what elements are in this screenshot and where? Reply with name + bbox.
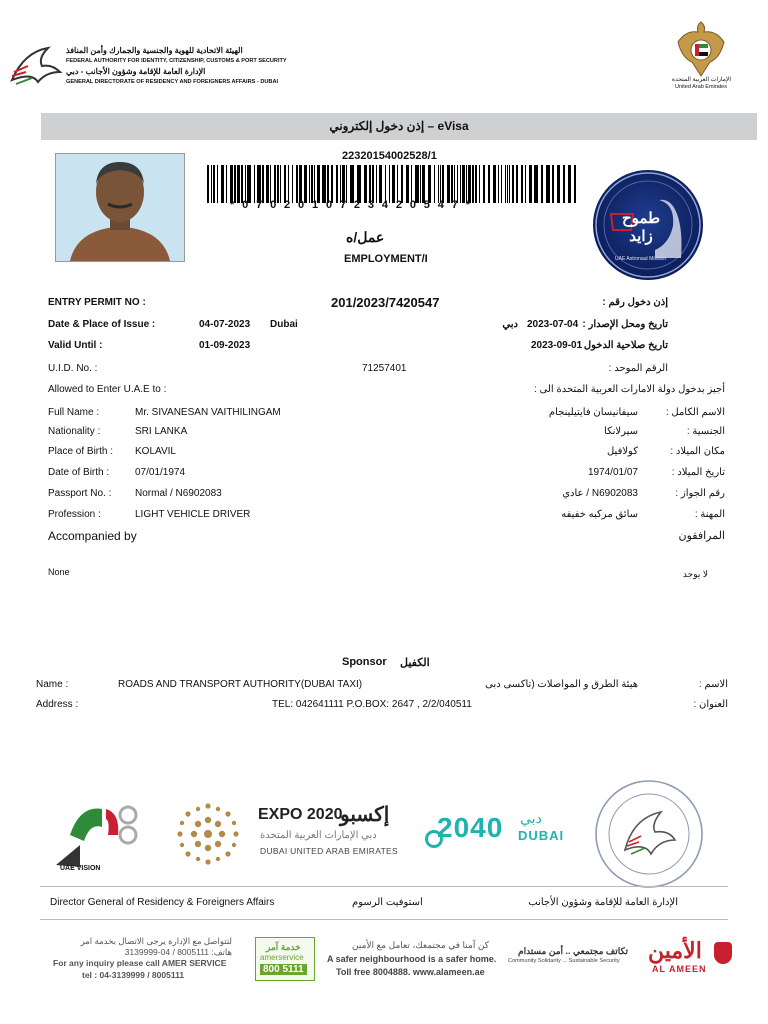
- barcode-bar: [574, 165, 576, 203]
- field-value: Mr. SIVANESAN VAITHILINGAM: [135, 407, 281, 418]
- expo-title-en: EXPO 2020: [258, 806, 343, 823]
- ameen-en-line2: Toll free 8004888. www.alameen.ae: [336, 967, 485, 977]
- amer-logo-en: amerservice: [260, 953, 304, 962]
- field-value-ar: سائق مركبه خفيفه: [561, 509, 638, 520]
- amer-en-line1: For any inquiry please call AMER SERVICE: [53, 958, 227, 968]
- community-ar: تكاتف مجتمعي .. أمن مستدام: [518, 946, 628, 956]
- barcode-bar: [270, 165, 271, 203]
- valid-label-ar: تاريخ صلاحية الدخول :: [577, 340, 668, 351]
- barcode-bar: [245, 165, 246, 203]
- barcode-bar: [483, 165, 485, 203]
- uae-vision-logo: [50, 795, 145, 875]
- barcode-bar: [372, 165, 374, 203]
- barcode-bar: [230, 165, 233, 203]
- seal-caption: UAE Astronaut Mission: [615, 256, 667, 262]
- ameen-logo-ar: الأمين: [648, 938, 702, 963]
- field-value-ar: سيرلانكا: [604, 426, 638, 437]
- barcode-bar: [460, 165, 461, 203]
- field-value: KOLAVIL: [135, 446, 176, 457]
- valid-date: 01-09-2023: [199, 340, 251, 351]
- field-label-ar: تاريخ الميلاد :: [671, 467, 725, 478]
- barcode-bar: [501, 165, 502, 203]
- barcode-bar: [563, 165, 565, 203]
- barcode-bar: [521, 165, 523, 203]
- issue-label-ar: تاريخ ومحل الإصدار :: [582, 319, 668, 330]
- barcode-bar: [447, 165, 450, 203]
- field-label: Full Name :: [48, 407, 100, 418]
- uid-label-ar: الرقم الموحد :: [608, 363, 668, 374]
- field-value-ar: 1974/01/07: [587, 467, 638, 478]
- sponsor-address: TEL: 042641111 P.O.BOX: 2647 , 2/2/040511: [272, 699, 472, 710]
- barcode-bar: [277, 165, 279, 203]
- barcode-bar: [557, 165, 560, 203]
- barcode-bar: [488, 165, 490, 203]
- barcode-bar: [280, 165, 281, 203]
- uae-eagle-icon: [672, 18, 730, 80]
- entry-permit-label-ar: إذن دخول رقم :: [602, 297, 668, 308]
- sponsor-name-ar: هيئة الطرق و المواصلات (تاكسى دبى: [485, 679, 638, 690]
- directorate-name-ar: الإدارة العامة للإقامة وشؤون الأجانب - دبي: [66, 67, 206, 76]
- field-label-ar: مكان الميلاد :: [670, 446, 725, 457]
- barcode-bar: [512, 165, 514, 203]
- accompanied-value: None: [48, 567, 70, 577]
- barcode-bar: [462, 165, 465, 203]
- barcode-digits: * 0 7 0 2 0 1 0 7 2 3 4 2 0 5 4 7 *: [230, 199, 473, 211]
- dubai-ar: دبي: [520, 810, 542, 826]
- barcode-bar: [440, 165, 441, 203]
- barcode-bar: [525, 165, 526, 203]
- barcode-bar: [422, 165, 425, 203]
- barcode-bar: [534, 165, 538, 203]
- barcode-bar: [327, 165, 329, 203]
- barcode-bar: [389, 165, 390, 203]
- expo-emblem-icon: [168, 796, 248, 872]
- barcode-bar: [350, 165, 354, 203]
- barcode-bar: [322, 165, 326, 203]
- signature-separator: [40, 886, 728, 887]
- barcode-bar: [221, 165, 224, 203]
- barcode-bar: [226, 165, 227, 203]
- stamp-icon: [593, 778, 705, 890]
- barcode-bar: [568, 165, 571, 203]
- barcode-bar: [284, 165, 286, 203]
- expo-2020-logo: [168, 796, 398, 872]
- sponsor-name-label: Name :: [36, 679, 69, 690]
- signature-directorate-ar: الإدارة العامة للإقامة وشؤون الأجانب: [528, 897, 678, 908]
- barcode-bar: [357, 165, 361, 203]
- field-label: Nationality :: [48, 426, 101, 437]
- barcode-bar: [529, 165, 532, 203]
- barcode-bar: [346, 165, 347, 203]
- dubai-2040-mark-icon: [425, 830, 443, 848]
- barcode-bar: [213, 165, 215, 203]
- barcode-bar: [207, 165, 209, 203]
- barcode-bar: [454, 165, 455, 203]
- authority-logo: [8, 42, 64, 88]
- barcode-bar: [516, 165, 518, 203]
- person-photo-icon: [56, 154, 184, 261]
- barcode-bar: [299, 165, 302, 203]
- sponsor-name-label-ar: الاسم :: [698, 679, 728, 690]
- amer-en-line2: tel : 04-3139999 / 8005111: [82, 970, 185, 980]
- field-value: Normal / N6902083: [135, 488, 222, 499]
- uae-caption-ar: الإمارات العربية المتحدة: [672, 77, 732, 83]
- barcode-bar: [369, 165, 371, 203]
- barcode-bar: [472, 165, 474, 203]
- barcode-bar: [415, 165, 419, 203]
- uid-number: 71257401: [362, 363, 407, 374]
- signature-fees: استوفيت الرسوم: [352, 897, 423, 908]
- barcode-bar: [234, 165, 236, 203]
- barcode-bar: [309, 165, 310, 203]
- footer-separator: [40, 919, 728, 920]
- field-value-ar: سيفانيسان فايتيلينجام: [548, 407, 638, 418]
- uae-vision-text: UAE VISION: [60, 865, 101, 872]
- sponsor-address-label-ar: العنوان :: [693, 699, 728, 710]
- file-number: 22320154002528/1: [342, 150, 437, 162]
- barcode-bar: [442, 165, 444, 203]
- uae-caption: United Arab Emirates: [675, 84, 727, 90]
- expo-sub-ar: دبي الإمارات العربية المتحدة: [260, 830, 377, 841]
- sponsor-name: ROADS AND TRANSPORT AUTHORITY(DUBAI TAXI): [118, 679, 363, 690]
- barcode-bar: [505, 165, 506, 203]
- allowed-label: Allowed to Enter U.A.E to :: [48, 384, 167, 395]
- barcode-bar: [254, 165, 255, 203]
- barcode-bar: [304, 165, 307, 203]
- field-label-ar: المهنة :: [694, 509, 725, 520]
- barcode-bar: [438, 165, 439, 203]
- sponsor-title-ar: الكفيل: [400, 657, 430, 669]
- accompanied-label: Accompanied by: [48, 529, 137, 543]
- amer-service-logo: [255, 937, 315, 981]
- issue-place-ar: دبي: [502, 319, 518, 330]
- barcode-bar: [479, 165, 480, 203]
- amer-ar-line2: هاتف: 8005111 / 04-3139999: [124, 947, 232, 957]
- barcode-bar: [379, 165, 382, 203]
- barcode-bar: [475, 165, 477, 203]
- barcode-bar: [340, 165, 341, 203]
- issue-date: 04-07-2023: [199, 319, 251, 330]
- barcode-bar: [493, 165, 496, 203]
- barcode-bar: [552, 165, 554, 203]
- field-label: Passport No. :: [48, 488, 112, 499]
- field-value-ar: N6902083 / عادي: [562, 488, 638, 499]
- accompanied-value-ar: لا يوجد: [682, 569, 708, 579]
- barcode-bar: [262, 165, 264, 203]
- entry-permit-number: 201/2023/7420547: [331, 295, 440, 310]
- signature-director: Director General of Residency & Foreigners Affairs: [50, 897, 275, 908]
- barcode-bar: [420, 165, 421, 203]
- visa-type-ar: عمل/ه: [346, 229, 385, 245]
- visa-type-en: EMPLOYMENT/I: [344, 253, 428, 265]
- barcode-bar: [247, 165, 251, 203]
- barcode-bar: [257, 165, 261, 203]
- entry-permit-label: ENTRY PERMIT NO :: [48, 297, 146, 308]
- barcode-bar: [451, 165, 453, 203]
- official-stamp: [593, 778, 705, 890]
- barcode-bar: [317, 165, 320, 203]
- barcode-bar: [385, 165, 386, 203]
- barcode-bar: [364, 165, 367, 203]
- ameen-hand-icon: [714, 942, 732, 964]
- uae-emblem: [672, 18, 730, 80]
- uid-label: U.I.D. No. :: [48, 363, 98, 374]
- allowed-label-ar: أجيز بدخول دولة الامارات العربية المتحدة الى :: [533, 384, 725, 395]
- field-value: SRI LANKA: [135, 426, 188, 437]
- field-label-ar: رقم الجواز :: [675, 488, 725, 499]
- barcode-bar: [468, 165, 471, 203]
- barcode-bar: [336, 165, 338, 203]
- field-value-ar: كولافيل: [606, 446, 638, 457]
- dubai-en: DUBAI: [518, 828, 565, 843]
- barcode-bar: [292, 165, 293, 203]
- barcode-bar: [411, 165, 412, 203]
- evisa-title-bar: [41, 113, 757, 140]
- evisa-title: إذن دخول إلكتروني – eVisa: [329, 119, 469, 133]
- field-value: LIGHT VEHICLE DRIVER: [135, 509, 251, 520]
- seal-text-ar: طموح زايد: [621, 210, 661, 245]
- barcode-bar: [314, 165, 315, 203]
- barcode-bar: [376, 165, 377, 203]
- barcode-icon: [207, 165, 577, 203]
- ameen-logo-en: AL AMEEN: [652, 964, 707, 974]
- issue-date-ar: 2023-07-04: [527, 319, 579, 330]
- barcode-bar: [509, 165, 510, 203]
- field-label-ar: الجنسية :: [686, 426, 725, 437]
- field-label: Profession :: [48, 509, 101, 520]
- issue-place: Dubai: [270, 319, 298, 330]
- barcode-bar: [288, 165, 289, 203]
- barcode-bar: [498, 165, 499, 203]
- barcode-bar: [401, 165, 403, 203]
- expo-sub-en: DUBAI UNITED ARAB EMIRATES: [260, 846, 398, 856]
- barcode-bar: [211, 165, 212, 203]
- al-ameen-logo: [646, 938, 738, 978]
- barcode-bar: [507, 165, 508, 203]
- barcode-bar: [541, 165, 543, 203]
- valid-label: Valid Until :: [48, 340, 103, 351]
- dubai-2040-logo: [425, 808, 565, 858]
- falcon-emblem-icon: [8, 42, 64, 88]
- barcode-bar: [296, 165, 298, 203]
- barcode-bar: [428, 165, 431, 203]
- ameen-en-line1: A safer neighbourhood is a safer home.: [327, 954, 497, 964]
- authority-name-ar: الهيئة الاتحادية للهوية والجنسية والجمارك وأمن المنافذ: [66, 46, 243, 55]
- dubai-2040-number: 2040: [437, 812, 504, 843]
- barcode-bar: [466, 165, 467, 203]
- ameen-ar: كن آمنا في مجتمعك، تعامل مع الأمين: [352, 940, 489, 950]
- barcode-bar: [397, 165, 398, 203]
- barcode-bar: [342, 165, 345, 203]
- barcode-bar: [392, 165, 395, 203]
- field-label: Place of Birth :: [48, 446, 114, 457]
- barcode-bar: [546, 165, 550, 203]
- barcode-bar: [434, 165, 435, 203]
- issue-label: Date & Place of Issue :: [48, 319, 156, 330]
- barcode-bar: [406, 165, 409, 203]
- valid-date-ar: 2023-09-01: [531, 340, 583, 351]
- field-value: 07/01/1974: [135, 467, 186, 478]
- barcode-bar: [241, 165, 243, 203]
- barcode-bar: [274, 165, 276, 203]
- barcode-bar: [457, 165, 458, 203]
- holder-photo: [55, 153, 185, 262]
- community-en: Community Solidarity ... Sustainable Security: [508, 958, 620, 964]
- barcode-bar: [311, 165, 313, 203]
- field-label-ar: الاسم الكامل :: [665, 407, 725, 418]
- barcode-bar: [266, 165, 269, 203]
- amer-logo-ar: خدمة آمر: [266, 942, 301, 952]
- sponsor-address-label: Address :: [36, 699, 79, 710]
- authority-name-en: FEDERAL AUTHORITY FOR IDENTITY, CITIZENSHIP, CUSTOMS & PORT SECURITY: [66, 58, 287, 64]
- amer-logo-number: 800 5111: [260, 964, 307, 975]
- expo-title-ar: إكسبو: [340, 804, 390, 826]
- sponsor-title: Sponsor: [342, 656, 387, 668]
- barcode-bar: [331, 165, 333, 203]
- uae-vision-icon: [50, 795, 145, 875]
- entry-barcode: [207, 165, 577, 203]
- field-label: Date of Birth :: [48, 467, 110, 478]
- barcode-bar: [237, 165, 240, 203]
- accompanied-label-ar: المرافقون: [678, 530, 725, 542]
- amer-ar-line1: لتتواصل مع الإدارة يرجى الاتصال بخدمة امر: [80, 936, 232, 946]
- directorate-name-en: GENERAL DIRECTORATE OF RESIDENCY AND FOREIGNERS AFFAIRS - DUBAI: [66, 79, 279, 85]
- barcode-bar: [217, 165, 218, 203]
- zayed-ambition-seal: [593, 170, 703, 280]
